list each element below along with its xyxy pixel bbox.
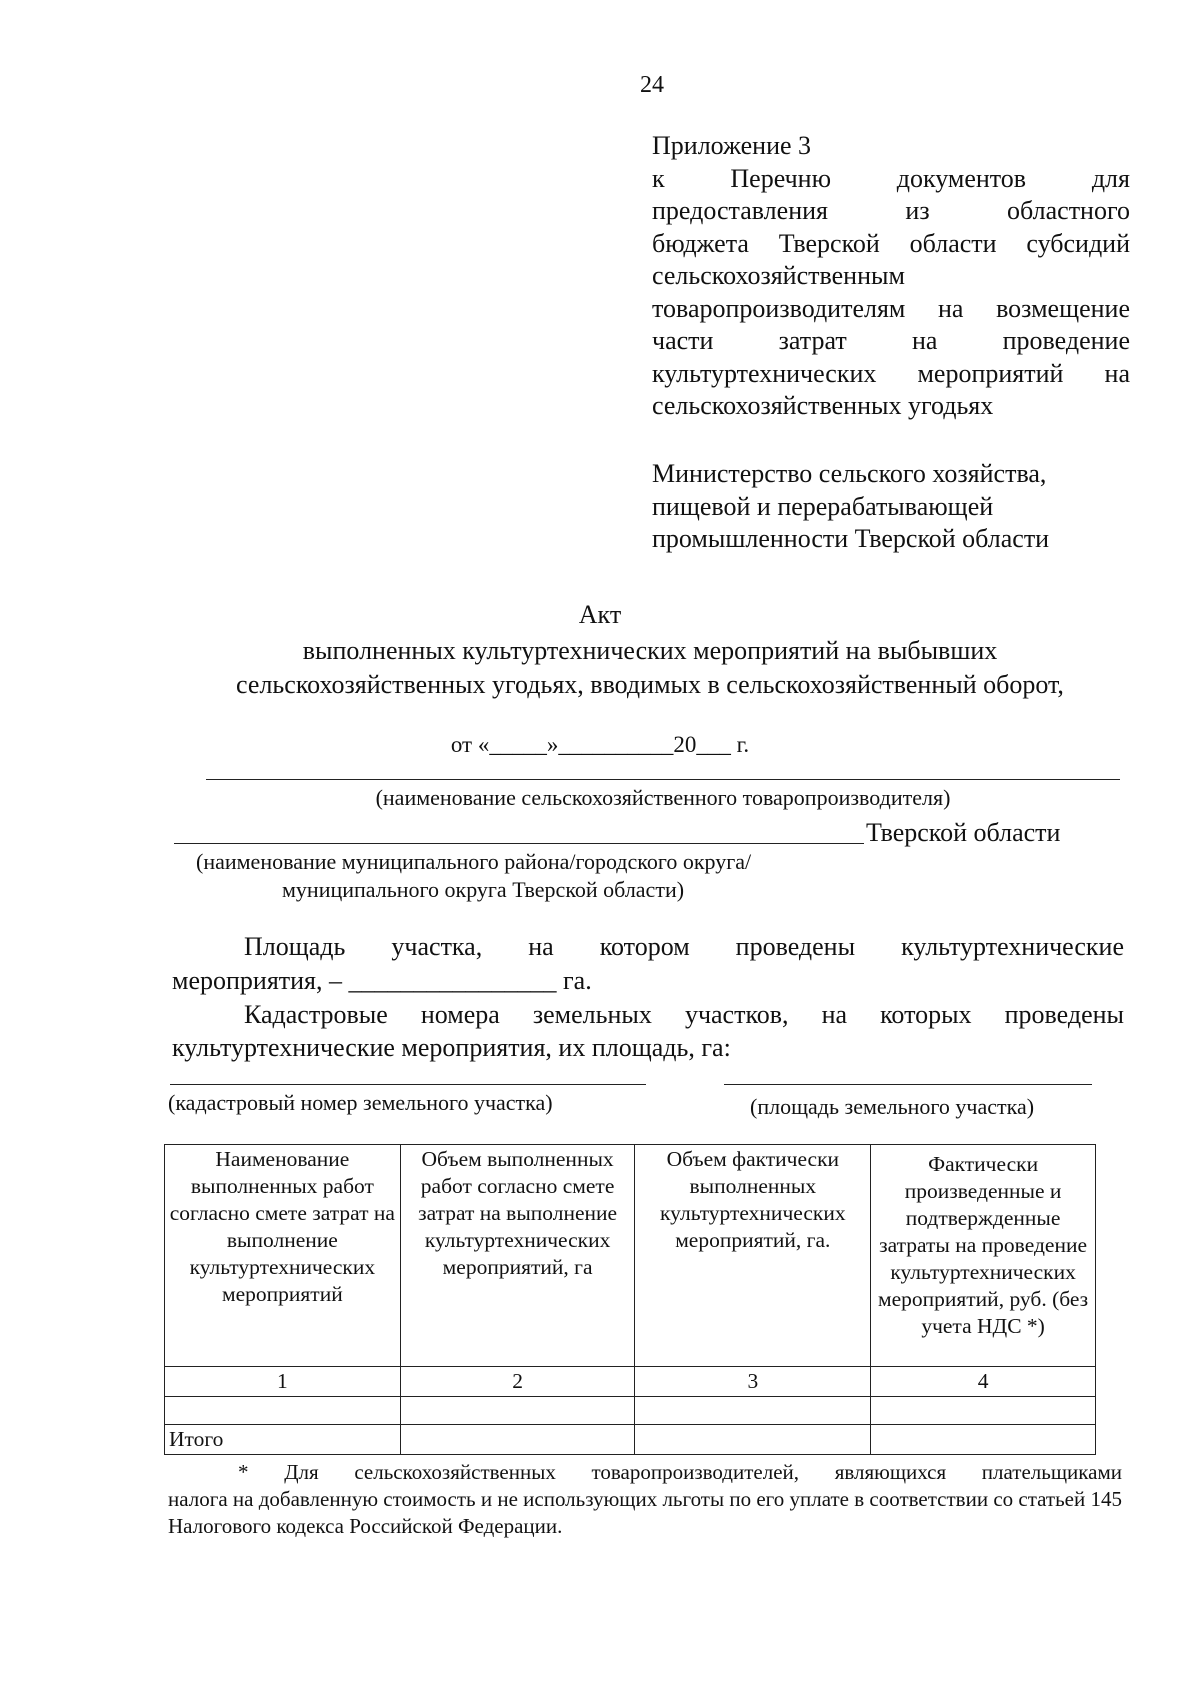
table-cell — [635, 1397, 871, 1425]
appendix-title: Приложение 3 — [652, 131, 812, 160]
works-table — [164, 1144, 1096, 1455]
appendix-line: бюджета Тверской области субсидий — [652, 228, 1130, 258]
ministry-addressee — [652, 458, 1130, 556]
table-cell — [871, 1397, 1096, 1425]
column-number: 1 — [165, 1367, 401, 1397]
ministry-line: пищевой и перерабатывающей — [652, 491, 994, 521]
plot-area-line — [724, 1084, 1092, 1085]
total-label: Итого — [165, 1425, 401, 1455]
appendix-line: сельскохозяйственных угодьях — [652, 391, 994, 420]
appendix-line: товаропроизводителям на возмещение — [652, 293, 1130, 323]
column-number: 3 — [635, 1367, 871, 1397]
act-title: Акт — [578, 600, 622, 629]
district-name-line — [174, 843, 864, 844]
column-number: 2 — [400, 1367, 635, 1397]
act-subtitle-line: сельскохозяйственных угодьях, вводимых в сельскохозяйственный оборот, — [236, 670, 1064, 699]
table-total-row — [165, 1425, 1096, 1455]
producer-caption: (наименование сельскохозяйственного товаропроизводителя) — [375, 785, 951, 810]
area-unit: га. — [556, 966, 592, 995]
table-cell — [635, 1425, 871, 1455]
cadastral-caption: (кадастровый номер земельного участка) — [168, 1090, 553, 1115]
area-prefix: мероприятия, – — [172, 966, 349, 995]
area-caption: (площадь земельного участка) — [750, 1094, 1035, 1119]
footnote-line: * Для сельскохозяйственных товаропроизводителей, являющихся плательщиками — [238, 1460, 1122, 1484]
column-number: 4 — [871, 1367, 1096, 1397]
page-number: 24 — [640, 72, 664, 98]
act-date-line: от «_____»__________20___ г. — [450, 732, 750, 757]
table-cell — [165, 1397, 401, 1425]
table-cell — [871, 1425, 1096, 1455]
appendix-line: к Перечню документов для — [652, 163, 1130, 193]
table-row — [165, 1397, 1096, 1425]
table-header-row — [165, 1145, 1096, 1367]
table-header-cell: Фактически произведенные и подтвержденные затраты на проведение культуртехнических мероприятий, руб. (без учета НДС *) — [871, 1145, 1096, 1367]
act-subtitle — [170, 634, 1130, 702]
act-subtitle-line: выполненных культуртехнических мероприятий на выбывших — [302, 636, 998, 665]
table-header-cell: Наименование выполненных работ согласно смете затрат на выполнение культуртехнических мероприятий — [165, 1145, 401, 1367]
footnote — [168, 1459, 1122, 1540]
cadastral-number-line — [170, 1084, 646, 1085]
table-header-cell: Объем фактически выполненных культуртехнических мероприятий, га. — [635, 1145, 871, 1367]
producer-name-line — [206, 779, 1120, 780]
appendix-line: предоставления из областного — [652, 196, 1130, 225]
appendix-line: сельскохозяйственным — [652, 261, 905, 290]
cadastral-paragraph-line: культуртехнические мероприятия, их площадь, га: — [172, 1033, 731, 1062]
cadastral-paragraph-line: Кадастровые номера земельных участков, на которых проведены — [244, 1000, 1124, 1029]
table-header-cell: Объем выполненных работ согласно смете затрат на выполнение культуртехнических мероприятий, га — [400, 1145, 635, 1367]
area-paragraph-line: Площадь участка, на котором проведены культуртехнические — [244, 932, 1124, 961]
appendix-block — [652, 130, 1130, 423]
footnote-text: налога на добавленную стоимость и не использующих льготы по его уплате в соответствии со статьей 145 Налогового кодекса Российской Федерации. — [168, 1487, 1122, 1538]
ministry-line: Министерство сельского хозяйства, — [652, 459, 1047, 488]
area-blank: ________________ — [348, 966, 557, 995]
table-cell — [400, 1425, 635, 1455]
appendix-line: культуртехнических мероприятий на — [652, 358, 1130, 388]
table-number-row — [165, 1367, 1096, 1397]
ministry-line: промышленности Тверской области — [652, 524, 1050, 553]
region-suffix: Тверской области — [866, 818, 1061, 847]
appendix-line: части затрат на проведение — [652, 326, 1130, 355]
area-paragraph-line2 — [172, 966, 592, 996]
district-caption-line: муниципального округа Тверской области) — [282, 877, 685, 902]
table-cell — [400, 1397, 635, 1425]
district-caption-line: (наименование муниципального района/городского округа/ — [196, 849, 752, 874]
